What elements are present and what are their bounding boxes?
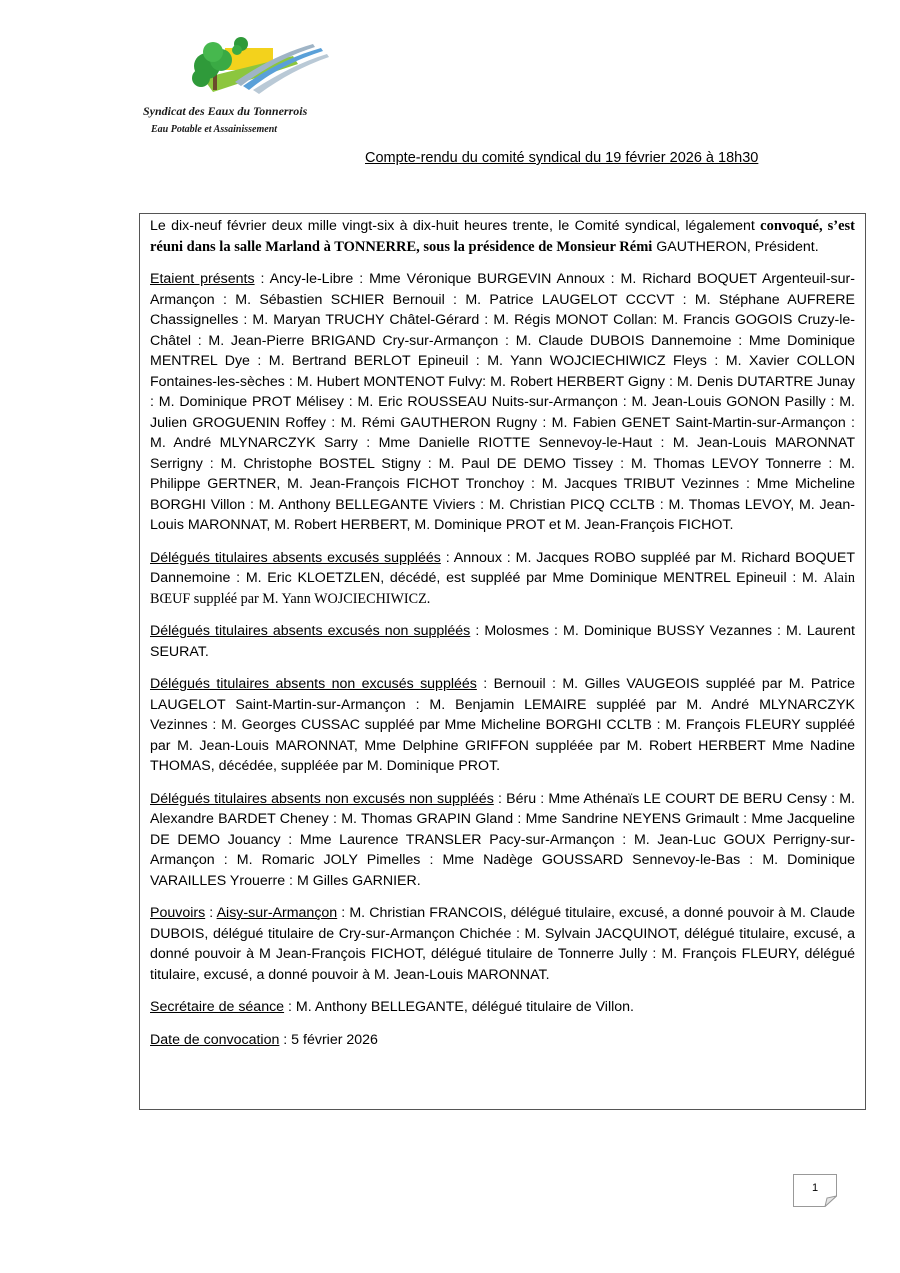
convocation-label: Date de convocation: [150, 1031, 280, 1048]
convocation-text: : 5 février 2026: [279, 1031, 378, 1048]
secretaire-paragraph: [150, 997, 855, 1018]
secretaire-text: : M. Anthony BELLEGANTE, délégué titulaire de Villon.: [284, 999, 634, 1015]
absents-non-excuses-supplees-paragraph: [150, 674, 855, 777]
page-number-box: [793, 1174, 837, 1207]
absents-excuses-non-supplees-paragraph: [150, 621, 855, 662]
logo-graphic: [143, 34, 333, 104]
absents-non-excuses-supplees-label: Délégués titulaires absents non excusés suppléés: [150, 676, 477, 692]
absents-non-excuses-non-supplees-text: : Béru : Mme Athénaïs LE COURT DE BERU Censy : M. Alexandre BARDET Cheney : M. Thomas GRAPIN Gland : Mme Sandrine NEYENS Grimault : Mme Jacqueline DE DEMO Jouancy : Mme Laurence TRANSLER Pacy-sur-Armançon : M. Jean-Luc GOUX Perrigny-sur-Armançon : M. Romaric JOLY Pimelles : Mme Nadège GOUSSARD Sennevoy-le-Bas : M. Dominique VARAILLES Yrouerre : M Gilles GARNIER.: [150, 790, 855, 889]
absents-non-excuses-supplees-text: : Bernouil : M. Gilles VAUGEOIS suppléé par M. Patrice LAUGELOT Saint-Martin-sur-Armançon : M. Benjamin LEMAIRE suppléé par M. André MLYNARCZYK Vezinnes : M. Georges CUSSAC suppléé par Mme Micheline BORGHI CCLTB : M. François FLEURY suppléé par M. Jean-Louis MARONNAT, Mme Delphine GRIFFON suppléée par M. Robert HERBERT Mme Nadine THOMAS, décédée, suppléée par M. Dominique PROT.: [150, 676, 856, 774]
absents-excuses-supplees-text-end: Alain BŒUF suppléé par M. Yann WOJCIECHIWICZ.: [150, 570, 855, 607]
pouvoirs-text: : M. Christian FRANCOIS, délégué titulaire, excusé, a donné pouvoir à M. Claude DUBOIS, délégué titulaire de Cry-sur-Armançon Chichée : M. Sylvain JACQUINOT, délégué titulaire, excusé, a donné pouvoir à M Jean-François FICHOT, délégué titulaire de Tonnerre Jully : M. François FLEURY, délégué titulaire, excusé, a donné pouvoir à M. Jean-Louis MARONNAT.: [150, 905, 855, 983]
presents-label: Etaient présents: [150, 271, 255, 287]
convocation-paragraph: [150, 1030, 855, 1051]
meeting-details-box: [139, 213, 866, 1110]
pouvoirs-commune: Aisy-sur-Armançon: [216, 905, 338, 921]
absents-excuses-non-supplees-label: Délégués titulaires absents excusés non suppléés: [150, 623, 471, 639]
absents-excuses-supplees-label: Délégués titulaires absents excusés suppléés: [150, 549, 441, 566]
absents-excuses-supplees-paragraph: [150, 548, 855, 610]
intro-text-2: convoqué, s’est réuni dans la salle Marland à TONNERRE, sous la présidence de Monsieur Rémi: [150, 218, 855, 255]
absents-non-excuses-non-supplees-label: Délégués titulaires absents non excusés non suppléés: [150, 790, 494, 807]
logo: [143, 34, 333, 144]
presents-paragraph: [150, 269, 855, 536]
secretaire-label: Secrétaire de séance: [150, 999, 285, 1015]
intro-paragraph: [150, 216, 855, 257]
intro-text-3: GAUTHERON, Président.: [652, 238, 819, 255]
logo-name: Syndicat des Eaux du Tonnerrois: [143, 104, 308, 118]
absents-non-excuses-non-supplees-paragraph: [150, 789, 855, 892]
report-title: Compte-rendu du comité syndical du 19 février 2026 à 18h30: [365, 150, 759, 166]
logo-subtitle: Eau Potable et Assainissement: [151, 124, 278, 135]
page-number: 1: [811, 1182, 819, 1194]
absents-excuses-supplees-text: : Annoux : M. Jacques ROBO suppléé par M. Richard BOQUET Dannemoine : M. Eric KLOETZLEN, décédé, est suppléé par Mme Dominique MENTREL Epineuil : M.: [150, 549, 855, 586]
pouvoirs-paragraph: [150, 903, 855, 985]
pouvoirs-label: Pouvoirs: [150, 905, 206, 921]
pouvoirs-separator: :: [205, 905, 217, 921]
presents-text: : Ancy-le-Libre : Mme Véronique BURGEVIN Annoux : M. Richard BOQUET Argenteuil-sur-Armançon : M. Sébastien SCHIER Bernouil : M. Patrice LAUGELOT CCCVT : M. Stéphane AUFRERE Chassignelles : M. Maryan TRUCHY Châtel-Gérard : M. Régis MONOT Collan: M. Francis GOGOIS Cruzy-le-Châtel : M. Jean-Pierre BRIGAND Cry-sur-Armançon : M. Claude DUBOIS Dannemoine : Mme Dominique MENTREL Dye : M. Bertrand BERLOT Epineuil : M. Yann WOJCIECHIWICZ Fleys : M. Xavier COLLON Fontaines-les-sèches : M. Hubert MONTENOT Fulvy: M. Robert HERBERT Gigny : M. Denis DUTARTRE Junay : M. Dominique PROT Mélisey : M. Eric ROUSSEAU Nuits-sur-Armançon : M. Jean-Louis GONON Pasilly : M. Julien GROGUENIN Roffey : M. Rémi GAUTHERON Rugny : M. Fabien GENET Saint-Martin-sur-Armançon : M. André MLYNARCZYK Sarry : Mme Danielle RIOTTE Sennevoy-le-Haut : M. Jean-Louis MARONNAT Serrigny : M. Christophe BOSTEL Stigny : M. Paul DE DEMO Tissey : M. Thomas LEVOY Tonnerre : M. Philippe GERTNER, M. Jean-François FICHOT Tronchoy : M. Jacques TRIBUT Vezinnes : Mme Micheline BORGHI Villon : M. Anthony BELLEGANTE Viviers : M. Christian PICQ CCLTB : M. Thomas LEVOY, M. Jean-Louis MARONNAT, M. Robert HERBERT, M. Dominique PROT et M. Jean-François FICHOT.: [150, 271, 855, 533]
intro-text-1: Le dix-neuf février deux mille vingt-six à dix-huit heures trente, le Comité syndical, légalement: [150, 218, 761, 234]
absents-excuses-non-supplees-text: : Molosmes : M. Dominique BUSSY Vezannes : M. Laurent SEURAT.: [150, 623, 855, 660]
